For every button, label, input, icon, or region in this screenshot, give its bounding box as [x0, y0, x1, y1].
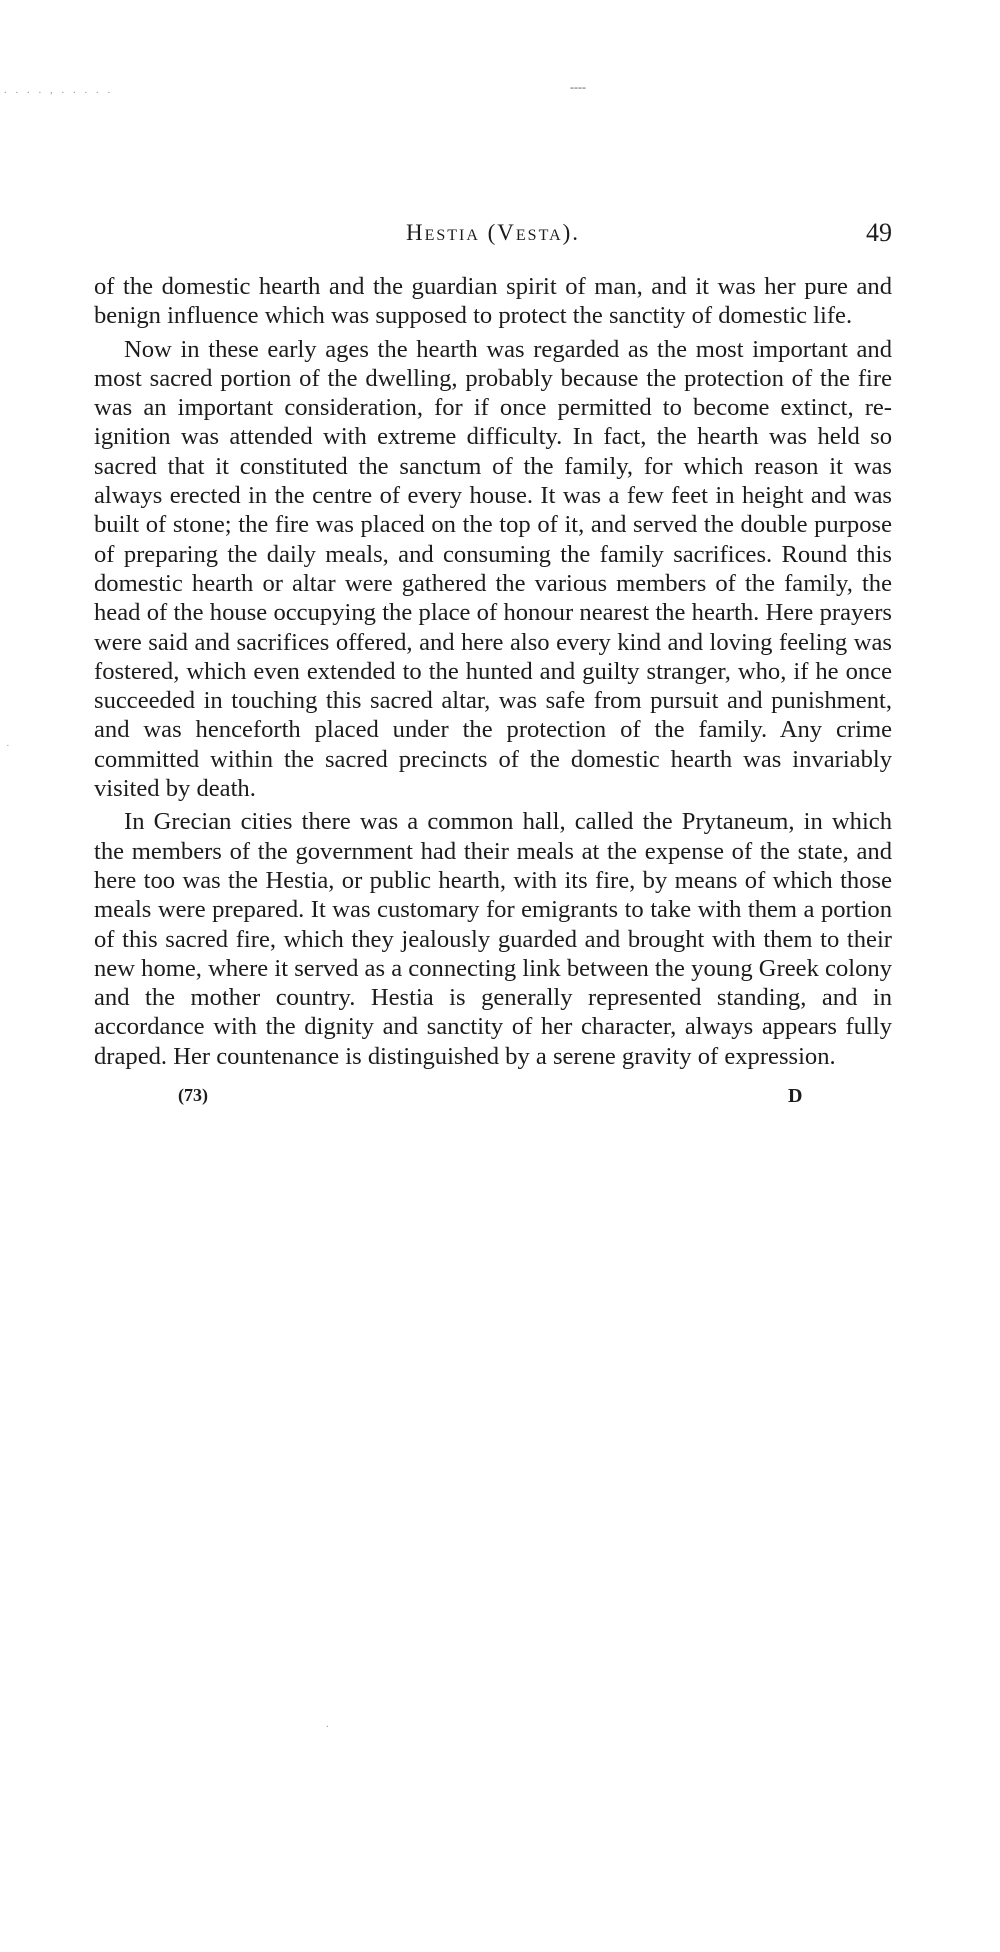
page-footer [94, 1085, 892, 1115]
scan-artifact-top-left: . . . . , . . . . . [4, 84, 114, 96]
page-number: 49 [866, 218, 892, 247]
running-header [94, 218, 892, 262]
paragraph: Now in these early ages the hearth was regarded as the most important and most sacred portion of the dwelling, probably because the protection of the fire was an important consideration, for if once permitted to become extinct, re-ignition was attended with extreme difficulty. In fact, the hearth was held so sacred that it constituted the sanctum of the family, for which reason it was always erected in the centre of every house. It was a few feet in height and was built of stone; the fire was placed on the top of it, and served the double purpose of preparing the daily meals, and consuming the family sacrifices. Round this domestic hearth or altar were gathered the various members of the family, the head of the house occupying the place of honour nearest the hearth. Here prayers were said and sacrifices offered, and here also every kind and loving feeling was fostered, which even extended to the hunted and guilty stranger, who, if he once succeeded in touching this sacred altar, was safe from pursuit and punishment, and was henceforth placed under the protection of the family. Any crime committed within the sacred precincts of the domestic hearth was invariably visited by death. [94, 335, 892, 803]
signature-letter: D [788, 1085, 803, 1108]
book-page [94, 218, 892, 1115]
scan-artifact-left-margin: · [6, 740, 13, 752]
paragraph: In Grecian cities there was a common hall, called the Prytaneum, in which the members of the government had their meals at the expense of the state, and here too was the Hestia, or public hearth, with its fire, by means of which those meals were prepared. It was customary for emigrants to take with them a portion of this sacred fire, which they jealously guarded and brought with them to their new home, where it served as a connecting link between the young Greek colony and the mother country. Hestia is generally represented standing, and in accordance with the dignity and sanctity of her character, always appears fully draped. Her countenance is distinguished by a serene gravity of expression. [94, 808, 892, 1070]
running-title: Hestia (Vesta). [405, 220, 581, 245]
paragraph-continuation: of the domestic hearth and the guardian spirit of man, and it was her pure and benign influence which was supposed to protect the sanctity of domestic life. [94, 273, 892, 330]
scan-artifact-bottom: . [326, 1718, 332, 1730]
signature-mark: (73) [178, 1085, 208, 1106]
body-text [94, 272, 892, 1071]
scan-artifact-top-center: ---- [570, 80, 586, 94]
